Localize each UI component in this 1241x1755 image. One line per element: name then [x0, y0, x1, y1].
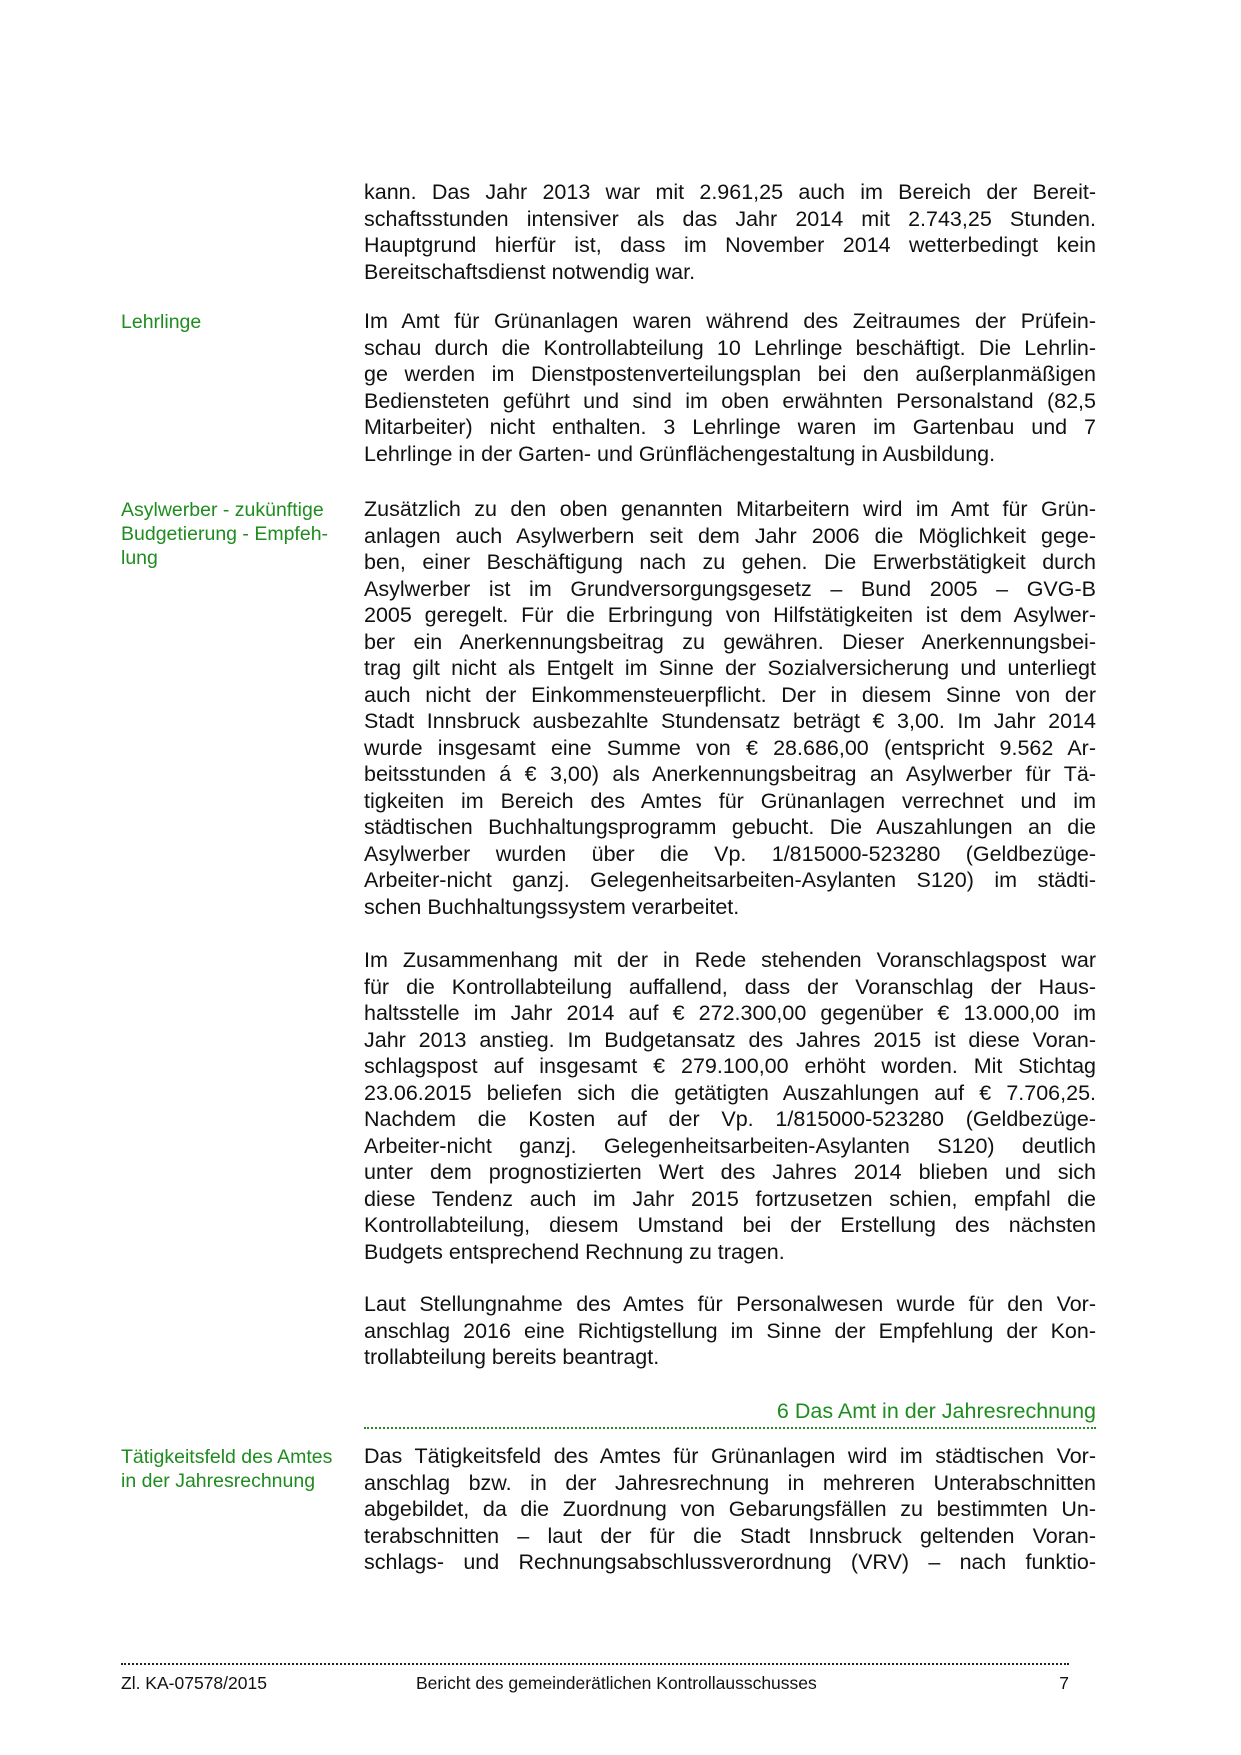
text-line: Asylwerber wurden über die Vp. 1/815000-523280 (Geldbezüge-: [364, 841, 1096, 866]
paragraph-stellungnahme: [364, 1291, 1096, 1371]
paragraph-taetigkeitsfeld: [364, 1443, 1096, 1576]
text-line: wurde insgesamt eine Summe von € 28.686,00 (entspricht 9.562 Ar-: [364, 735, 1096, 760]
text-line: schlags- und Rechnungsabschlussverordnung (VRV) – nach funktio-: [364, 1550, 1096, 1574]
text-line: anschlag 2016 eine Richtigstellung im Sinne der Empfehlung der Kon-: [364, 1318, 1096, 1343]
heading-dotted-rule: [364, 1427, 1096, 1429]
footer-reference: Zl. KA-07578/2015: [121, 1673, 267, 1693]
section-heading: 6 Das Amt in der Jahresrechnung: [776, 1399, 1096, 1423]
paragraph-bereitschaft: [364, 179, 1096, 285]
text-line: schlagspost auf insgesamt € 279.100,00 erhöht worden. Mit Stichtag: [364, 1054, 1096, 1078]
text-line: Arbeiter-nicht ganzj. Gelegenheitsarbeiten-Asylanten S120) im städti-: [364, 868, 1096, 892]
text-line: für die Kontrollabteilung auffallend, dass der Voranschlag der Haus-: [364, 974, 1096, 999]
text-line: anschlag bzw. in der Jahresrechnung in mehreren Unterabschnitten: [364, 1470, 1096, 1495]
margin-note-lehrlinge: [121, 310, 356, 334]
text-line: 2005 geregelt. Für die Erbringung von Hilfstätigkeiten ist dem Asylwer-: [364, 603, 1096, 627]
page-number: 7: [1059, 1673, 1069, 1693]
text-line: anlagen auch Asylwerbern seit dem Jahr 2006 die Möglichkeit gege-: [364, 523, 1096, 548]
text-line: ge werden im Dienstpostenverteilungsplan bei den außerplanmäßigen: [364, 362, 1096, 386]
text-line: ber ein Anerkennungsbeitrag zu gewähren. Dieser Anerkennungsbei-: [364, 629, 1096, 654]
text-line: Zusätzlich zu den oben genannten Mitarbeitern wird im Amt für Grün-: [364, 497, 1096, 521]
margin-note-line: Tätigkeitsfeld des Amtes: [121, 1446, 333, 1468]
text-line: haltsstelle im Jahr 2014 auf € 272.300,00 gegenüber € 13.000,00 im: [364, 1001, 1096, 1025]
text-line: kann. Das Jahr 2013 war mit 2.961,25 auch im Bereich der Bereit-: [364, 180, 1096, 204]
text-line: Budgets entsprechend Rechnung zu tragen.: [364, 1239, 785, 1264]
text-line: trag gilt nicht als Entgelt im Sinne der Sozialversicherung und unterliegt: [364, 656, 1096, 680]
margin-note-line: lung: [121, 547, 158, 569]
text-line: diese Tendenz auch im Jahr 2015 fortzusetzen schien, empfahl die: [364, 1186, 1096, 1211]
paragraph-asylwerber: [364, 496, 1096, 920]
margin-note-taetigkeitsfeld: [121, 1445, 356, 1493]
text-line: schau durch die Kontrollabteilung 10 Lehrlinge beschäftigt. Die Lehrlin-: [364, 335, 1096, 360]
margin-note-asylwerber: [121, 498, 356, 570]
text-line: städtischen Buchhaltungsprogramm gebucht. Die Auszahlungen an die: [364, 815, 1096, 839]
text-line: Bereitschaftsdienst notwendig war.: [364, 259, 696, 284]
text-line: Bediensteten geführt und sind im oben erwähnten Personalstand (82,5: [364, 388, 1096, 413]
text-line: terabschnitten – laut der für die Stadt Innsbruck geltenden Voran-: [364, 1523, 1096, 1548]
margin-note-line: Lehrlinge: [121, 311, 202, 333]
text-line: Stadt Innsbruck ausbezahlte Stundensatz beträgt € 3,00. Im Jahr 2014: [364, 709, 1096, 733]
text-line: 23.06.2015 beliefen sich die getätigten Auszahlungen auf € 7.706,25.: [364, 1080, 1096, 1105]
text-line: beitsstunden á € 3,00) als Anerkennungsbeitrag an Asylwerber für Tä-: [364, 762, 1096, 786]
margin-note-line: in der Jahresrechnung: [121, 1470, 316, 1492]
paragraph-voranschlag: [364, 947, 1096, 1265]
text-line: Im Zusammenhang mit der in Rede stehenden Voranschlagspost war: [364, 948, 1096, 972]
paragraph-lehrlinge: [364, 308, 1096, 467]
footer-title: Bericht des gemeinderätlichen Kontrollausschusses: [416, 1673, 817, 1693]
text-line: trollabteilung bereits beantragt.: [364, 1345, 660, 1369]
text-line: auch nicht der Einkommensteuerpflicht. Der in diesem Sinne von der: [364, 682, 1096, 707]
text-line: Im Amt für Grünanlagen waren während des Zeitraumes der Prüfein-: [364, 309, 1096, 333]
footer-dotted-rule: [121, 1663, 1069, 1665]
text-line: abgebildet, da die Zuordnung von Gebarungsfällen zu bestimmten Un-: [364, 1497, 1096, 1521]
text-line: Jahr 2013 anstieg. Im Budgetansatz des Jahres 2015 ist diese Voran-: [364, 1027, 1096, 1052]
text-line: schaftsstunden intensiver als das Jahr 2014 mit 2.743,25 Stunden.: [364, 206, 1096, 231]
text-line: Arbeiter-nicht ganzj. Gelegenheitsarbeiten-Asylanten S120) deutlich: [364, 1133, 1096, 1158]
text-line: Nachdem die Kosten auf der Vp. 1/815000-523280 (Geldbezüge-: [364, 1107, 1096, 1131]
text-line: Kontrollabteilung, diesem Umstand bei der Erstellung des nächsten: [364, 1213, 1096, 1237]
text-line: schen Buchhaltungssystem verarbeitet.: [364, 894, 740, 919]
margin-note-line: Budgetierung - Empfeh-: [121, 523, 329, 545]
text-line: Hauptgrund hierfür ist, dass im November 2014 wetterbedingt kein: [364, 233, 1096, 257]
text-line: tigkeiten im Bereich des Amtes für Grünanlagen verrechnet und im: [364, 788, 1096, 813]
text-line: unter dem prognostizierten Wert des Jahres 2014 blieben und sich: [364, 1160, 1096, 1184]
text-line: Lehrlinge in der Garten- und Grünflächengestaltung in Ausbildung.: [364, 441, 996, 466]
text-line: ben, einer Beschäftigung nach zu gehen. Die Erwerbstätigkeit durch: [364, 550, 1096, 574]
text-line: Mitarbeiter) nicht enthalten. 3 Lehrlinge waren im Gartenbau und 7: [364, 415, 1096, 439]
text-line: Asylwerber ist im Grundversorgungsgesetz – Bund 2005 – GVG-B: [364, 576, 1096, 601]
text-line: Das Tätigkeitsfeld des Amtes für Grünanlagen wird im städtischen Vor-: [364, 1444, 1096, 1468]
margin-note-line: Asylwerber - zukünftige: [121, 499, 324, 521]
text-line: Laut Stellungnahme des Amtes für Personalwesen wurde für den Vor-: [364, 1292, 1096, 1316]
